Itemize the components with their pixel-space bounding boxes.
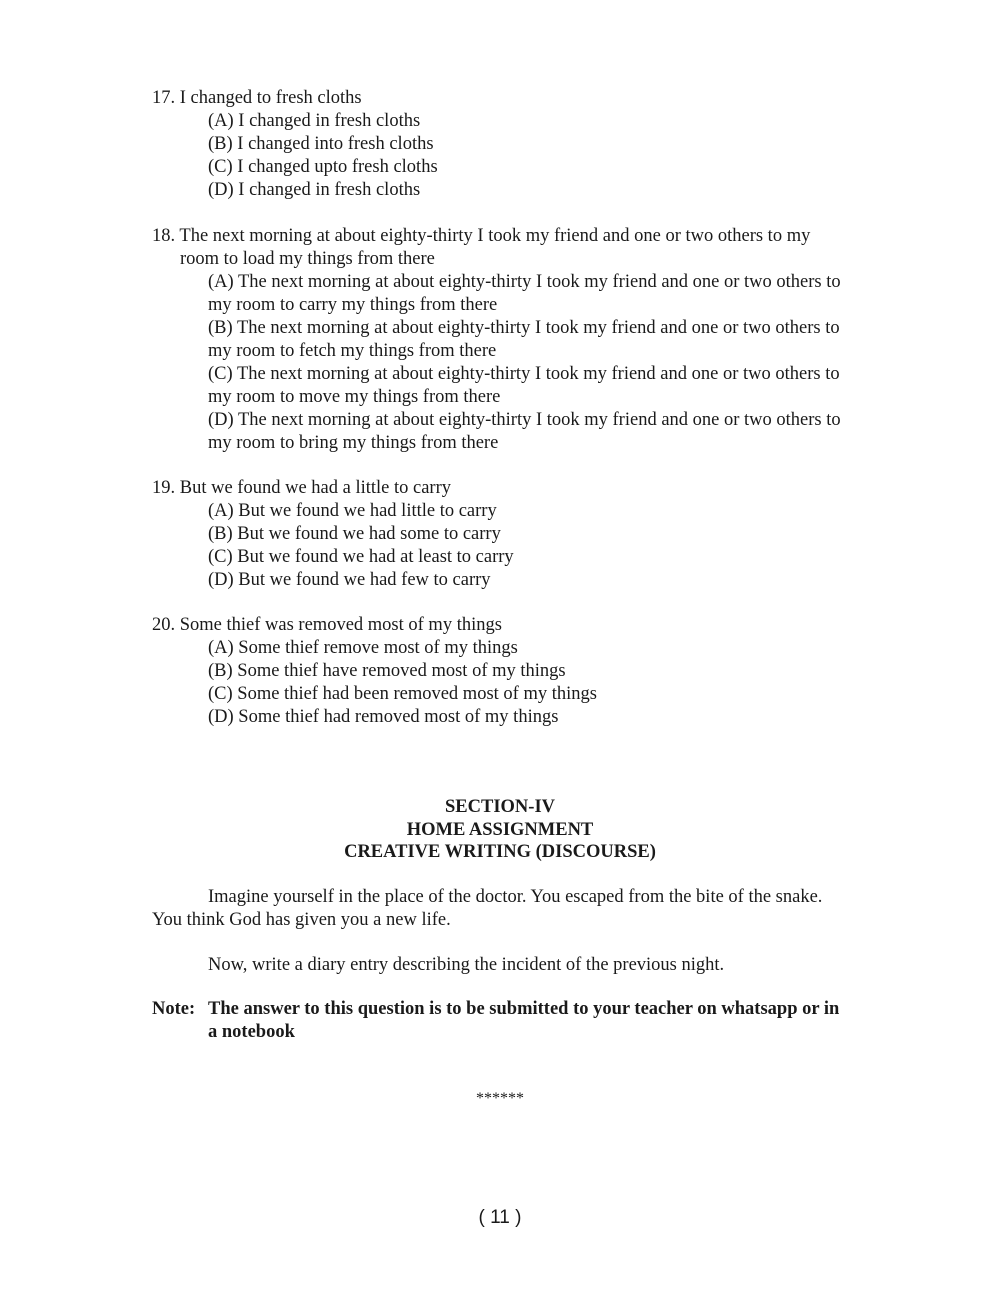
option-c: (C) The next morning at about eighty-thirty I took my friend and one or two others to my room to move my things from there xyxy=(208,364,840,407)
section-heading xyxy=(0,796,1000,864)
question-20 xyxy=(152,614,842,729)
section-title: SECTION-IV xyxy=(445,797,555,817)
option-b: (B) But we found we had some to carry xyxy=(208,524,501,544)
question-19 xyxy=(152,477,842,592)
question-stem: 20. Some thief was removed most of my things xyxy=(152,615,502,635)
question-17 xyxy=(152,87,842,202)
separator: ****** xyxy=(476,1090,524,1107)
prompt-paragraph: Imagine yourself in the place of the doctor. You escaped from the bite of the snake. You think God has given you a new life. xyxy=(152,887,823,930)
page-number: ( 11 ) xyxy=(478,1207,522,1228)
option-c: (C) I changed upto fresh cloths xyxy=(208,157,438,177)
option-a: (A) I changed in fresh cloths xyxy=(208,111,421,131)
option-d: (D) I changed in fresh cloths xyxy=(208,180,421,200)
option-c: (C) Some thief had been removed most of my things xyxy=(208,684,597,704)
instruction-paragraph: Now, write a diary entry describing the incident of the previous night. xyxy=(208,955,725,975)
option-b: (B) The next morning at about eighty-thirty I took my friend and one or two others to my room to fetch my things from there xyxy=(208,318,840,361)
option-c: (C) But we found we had at least to carry xyxy=(208,547,514,567)
question-stem: 19. But we found we had a little to carry xyxy=(152,478,451,498)
note xyxy=(152,998,852,1044)
option-b: (B) Some thief have removed most of my things xyxy=(208,661,566,681)
option-d: (D) The next morning at about eighty-thirty I took my friend and one or two others to my room to bring my things from there xyxy=(208,410,841,453)
question-stem: 17. I changed to fresh cloths xyxy=(152,88,362,108)
section-topic: CREATIVE WRITING (DISCOURSE) xyxy=(344,842,656,862)
question-stem: 18. The next morning at about eighty-thirty I took my friend and one or two others to my room to load my things from there xyxy=(152,226,811,269)
option-b: (B) I changed into fresh cloths xyxy=(208,134,434,154)
note-label: Note: xyxy=(152,999,196,1019)
option-d: (D) Some thief had removed most of my things xyxy=(208,707,559,727)
section-subtitle: HOME ASSIGNMENT xyxy=(406,819,594,840)
note-text: The answer to this question is to be submitted to your teacher on whatsapp or in a notebook xyxy=(208,999,840,1042)
question-18 xyxy=(152,225,842,455)
option-d: (D) But we found we had few to carry xyxy=(208,570,491,590)
option-a: (A) But we found we had little to carry xyxy=(208,501,497,521)
option-a: (A) Some thief remove most of my things xyxy=(208,638,518,658)
option-a: (A) The next morning at about eighty-thirty I took my friend and one or two others to my room to carry my things from there xyxy=(208,272,841,315)
